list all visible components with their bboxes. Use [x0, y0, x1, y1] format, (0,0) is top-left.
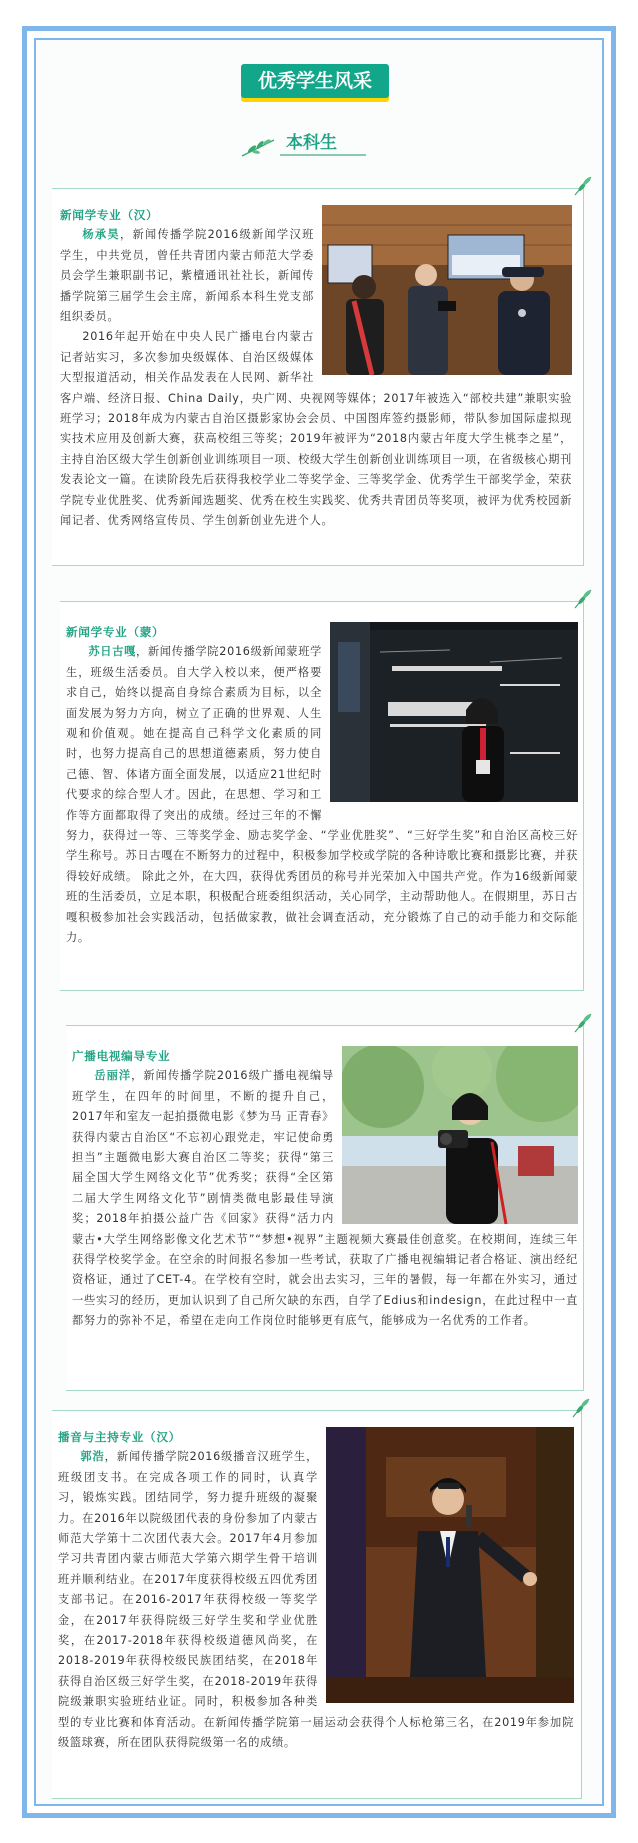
major-label: 播音与主持专业（汉）: [58, 1430, 181, 1444]
leaf-icon: [571, 586, 595, 610]
student-text-3: [72, 1046, 578, 1332]
card-divider: [66, 1390, 584, 1391]
camera-photo: [342, 1046, 578, 1224]
student-intro: ，新闻传播学院2016级播音汉班学生，班级团支书。在完成各项工作的同时，认真学习，锻炼实践。团结同学，努力提升班级的凝聚力。在2016年以院级团代表的身份参加了内蒙古师范大学第十二次团代表大会。2017年4月参加学习共青团内蒙古师范大学第六期学生骨干培训班并顺利结业。在2017年度获得校级五四优秀团支部书记。在2016-2017年获得校级一等奖学金，在2017年获得院级三好学生奖和学业优胜奖，在2017-2018年获得校级道德风尚奖，在2018-2019年获得校级民族团结奖，在2018年获得自治区级三好学生奖，在2018-2019年获得院级兼职实验班结业证。同时，积极参加各种类型的专业比赛和体育活动。在新闻传播学院第一届运动会获得个人标枪第三名，在2019年参加院级篮球赛，所在团队获得院级第一名的成绩。: [58, 1450, 574, 1750]
student-name: 郭浩: [80, 1450, 105, 1464]
card-divider: [52, 1798, 582, 1799]
major-label: 广播电视编导专业: [72, 1049, 171, 1063]
student-intro: ，新闻传播学院2016级广播电视编导班学生，在四年的时间里，不断的提升自己，2017年和室友一起拍摄微电影《梦为马 正青春》获得内蒙古自治区“不忘初心跟党走，牢记使命勇担当”主题微电影大赛自治区二等奖；获得“第三届全国大学生网络文化节”优秀奖；获得“全区第二届大学生网络文化节”剧情类微电影最佳导演奖；2018年拍摄公益广告《回家》获得“活力内蒙古•大学生网络影像文化艺术节”“梦想•视界”主题视频大赛最佳创意奖。在校期间，连续三年获得学校奖学金。在空余的时间报名参加一些考试，获取了广播电视编辑记者合格证、演出经纪资格证，通过了CET-4。在学校有空时，就会出去实习，三年的暑假，每一年都在外实习，通过一些实习的经历，更加认识到了自己所欠缺的东西，自学了Edius和indesign，在此过程中一直都努力的弥补不足，希望在走向工作岗位时能够更有底气，能够成为一名优秀的工作者。: [72, 1069, 578, 1328]
student-text-1: [60, 205, 572, 532]
student-text-2: [66, 622, 578, 949]
student-card-1: [52, 188, 584, 565]
card-divider: [52, 565, 584, 566]
subtitle-underline: [280, 154, 366, 156]
student-name: 杨承昊: [82, 228, 120, 242]
student-card-4: [52, 1410, 582, 1798]
student-card-3: [66, 1025, 584, 1390]
major-label: 新闻学专业（汉）: [60, 208, 159, 222]
leaf-icon: [240, 136, 278, 158]
student-name: 苏日古嘎: [88, 645, 136, 659]
student-intro: ，新闻传播学院2016级新闻蒙班学生，班级生活委员。自大学入校以来，便严格要求自己，始终以提高自身综合素质为目标，以全面发展为努力方向，树立了正确的世界观、人生观和价值观。她在提高自己科学文化素质的同时，也努力提高自己的思想道德素质，努力使自己德、智、体诸方面全面发展，以适应21世纪时代要求的综合型人才。因此，在思想、学习和工作等方面都取得了突出的成绩。经过三年的不懈努力，获得过一等、三等奖学金、励志奖学金、“学业优胜奖”、“三好学生奖”和自治区高校三好学生称号。苏日古嘎在不断努力的过程中，积极参加学校或学院的各种诗歌比赛和摄影比赛，并获得较好成绩。 除此之外，在大四，获得优秀团员的称号并光荣加入中国共产党。作为16级新闻蒙班的生活委员，立足本职，积极配合班委组织活动，关心同学，主动帮助他人。在假期里，苏日古嘎积极参加社会实践活动，包括做家教，做社会调查活动，充分锻炼了自己的动手能力和交际能力。: [66, 645, 578, 945]
student-card-2: [60, 601, 584, 990]
host-photo: [326, 1427, 574, 1703]
card-divider: [60, 990, 584, 991]
section-heading: [240, 126, 400, 162]
major-label: 新闻学专业（蒙）: [66, 625, 165, 639]
leaf-icon: [571, 173, 595, 197]
student-intro: ，新闻传播学院2016级新闻学汉班学生，中共党员，曾任共青团内蒙古师范大学委员会学生兼职副书记，紫檀通讯社社长，新闻传播学院第三届学生会主席，新闻系本科生党支部组织委员。: [60, 228, 314, 324]
page-title: 优秀学生风采: [241, 64, 389, 98]
seminar-photo: [330, 622, 578, 802]
interview-photo: [322, 205, 572, 375]
student-text-4: [58, 1427, 574, 1754]
student-body: 2016年起开始在中央人民广播电台内蒙古记者站实习，多次参加央级媒体、自治区级媒体大型报道活动，相关作品发表在人民网、新华社客户端、经济日报、China Daily，央广网、央视网等媒体；2017年被选入“部校共建”兼职实验班学习；2018年成为内蒙古自治区摄影家协会会员、中国图库签约摄影师，带队参加国际虚拟现实技术应用及创新大赛，获高校组三等奖；2019年被评为“2018内蒙古年度大学生桃李之星”，主持自治区级大学生创新创业训练项目一项、校级大学生创新创业训练项目一项，在省级核心期刊发表论文一篇。在读阶段先后获得我校学业二等奖学金、三等奖学金、优秀学生干部奖学金，荣获学院专业优胜奖、优秀新闻选题奖、优秀在校生实践奖、优秀共青团员等奖项，被评为优秀校园新闻记者、优秀网络宣传员、学生创新创业先进个人。: [60, 330, 572, 528]
subtitle-undergraduate: 本科生: [286, 133, 337, 153]
leaf-icon: [571, 1010, 595, 1034]
leaf-icon: [569, 1395, 593, 1419]
student-name: 岳丽洋: [94, 1069, 132, 1083]
